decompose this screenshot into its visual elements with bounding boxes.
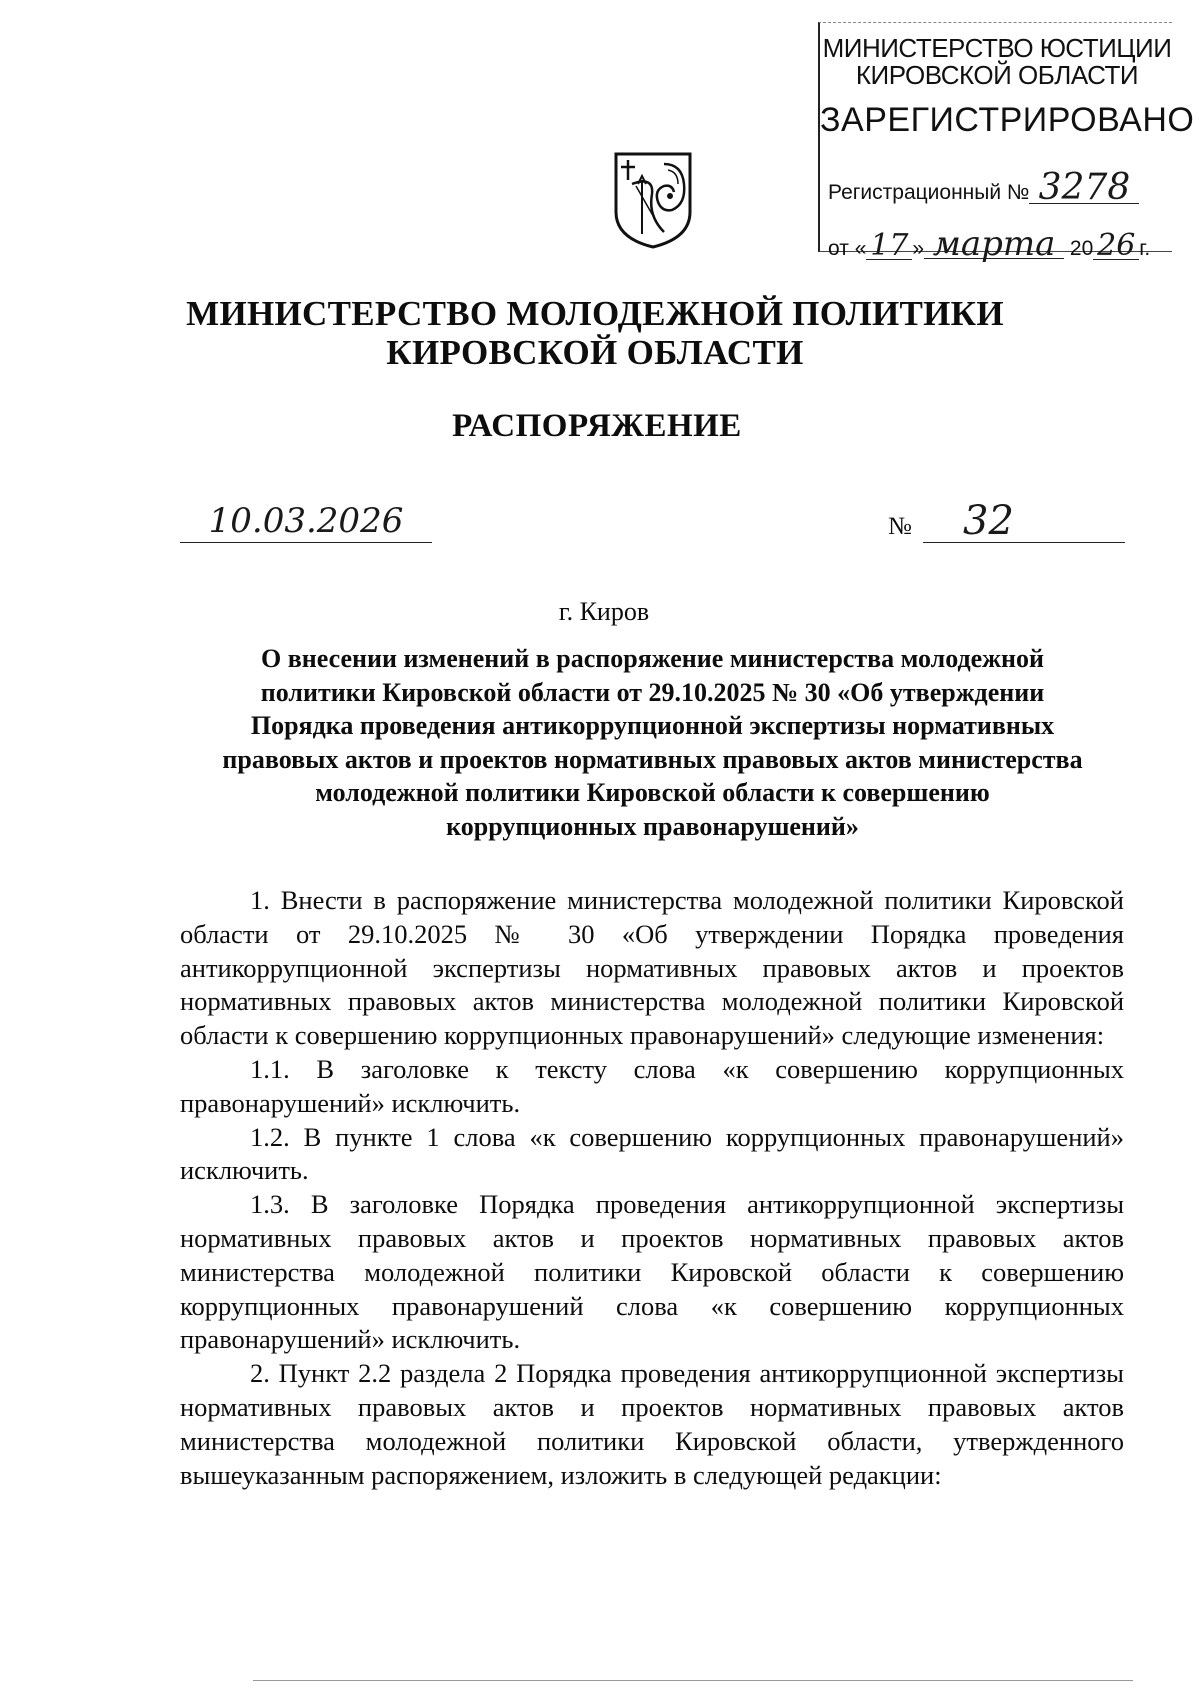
paragraph-1: 1. Внести в распоряжение министерства молодежной политики Кировской области от 29.10.2025 № 30 «Об утверждении Порядка проведения антикоррупционной экспертизы нормативных правовых актов и проектов нормативных правовых актов министерства молодежной политики Кировской области к совершению коррупционных правонарушений» следующие изменения: [180,885,1124,1051]
paragraph-1-3: 1.3. В заголовке Порядка проведения антикоррупционной экспертизы нормативных правовых актов и проектов нормативных правовых актов министерства молодежной политики Кировской области к совершению коррупционных правонарушений слова «к совершению коррупционных правонарушений» исключить. [180,1189,1124,1355]
stamp-date-row [828,224,1151,264]
document-date: 10.03.2026 [180,500,432,543]
subject-line: О внесении изменений в распоряжение министерства молодежной [261,644,1044,673]
number-label: № [888,513,912,540]
subject-line: молодежной политики Кировской области к совершению [315,778,990,808]
document-type: РАСПОРЯЖЕНИЕ [452,408,742,444]
stamp-year-prefix: 20 [1069,237,1094,260]
stamp-year-unit: г. [1139,237,1151,260]
stamp-close-quote: » [912,237,925,260]
document-body [180,884,1124,1492]
stamp-status: ЗАРЕГИСТРИРОВАНО [820,101,1195,139]
city: г. Киров [558,597,650,626]
stamp-year: 26 [1093,233,1139,260]
ministry-title-line2: КИРОВСКОЙ ОБЛАСТИ [386,333,804,372]
document-number: 32 [923,500,1125,543]
subject-line: коррупционных правонарушений» [446,811,859,841]
registration-stamp [818,22,1195,264]
page-bottom-divider [253,1680,1133,1681]
stamp-month: марта [924,230,1064,259]
stamp-reg-number-row [828,167,1139,208]
stamp-ministry-line2: КИРОВСКОЙ ОБЛАСТИ [855,60,1139,90]
subject-line: правовых актов и проектов нормативных правовых актов министерства [222,744,1083,774]
document-subject [180,642,1125,844]
paragraph-1-1: 1.1. В заголовке к тексту слова «к совершению коррупционных правонарушений» исключить. [180,1053,1124,1118]
subject-line: Порядка проведения антикоррупционной экспертизы нормативных [250,711,1055,741]
subject-line: политики Кировской области от 29.10.2025 № 30 «Об утверждении [260,677,1045,707]
stamp-ministry-line1: МИНИСТЕРСТВО ЮСТИЦИИ [822,33,1172,63]
stamp-open-quote: « [854,237,867,260]
stamp-reg-label: Регистрационный № [828,181,1030,204]
paragraph-1-2: 1.2. В пункте 1 слова «к совершению коррупционных правонарушений» исключить. [180,1121,1124,1186]
paragraph-2: 2. Пункт 2.2 раздела 2 Порядка проведения антикоррупционной экспертизы нормативных правовых актов и проектов нормативных правовых актов министерства молодежной политики Кировской области, утвержденного вышеуказанным распоряжением, изложить в следующей редакции: [180,1358,1124,1490]
coat-of-arms-icon [612,150,694,250]
ministry-title-line1: МИНИСТЕРСТВО МОЛОДЕЖНОЙ ПОЛИТИКИ [186,294,1004,333]
stamp-day: 17 [866,233,912,260]
stamp-reg-number: 3278 [1029,173,1139,204]
stamp-date-prefix: от [828,237,849,260]
